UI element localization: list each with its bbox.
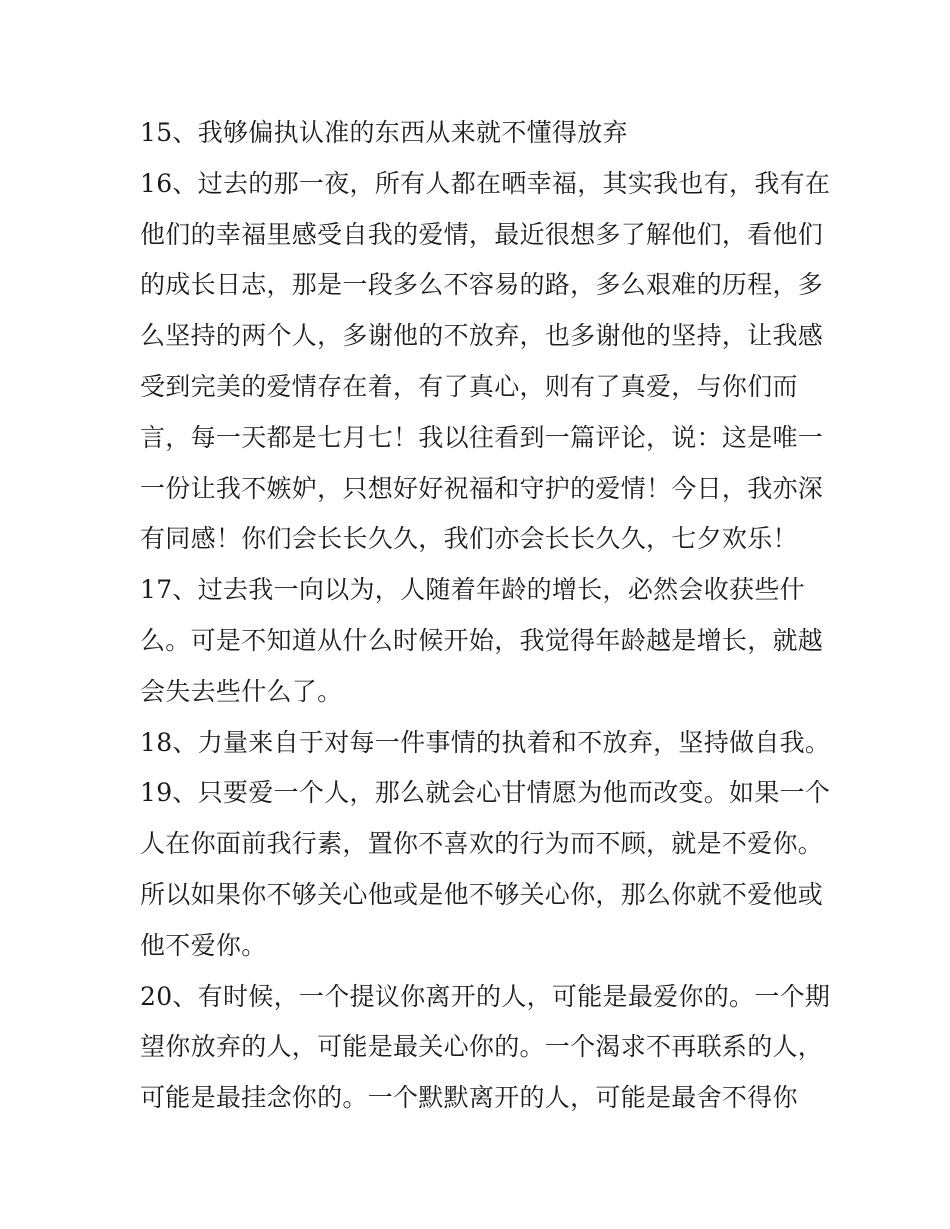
text-line: 一份让我不嫉妒，只想好好祝福和守护的爱情！今日，我亦深 xyxy=(140,473,824,503)
text-line: 17、过去我一向以为，人随着年龄的增长，必然会收获些什 xyxy=(140,575,805,605)
text-line: 么。可是不知道从什么时候开始，我觉得年龄越是增长，就越 xyxy=(140,625,824,655)
text-line: 可能是最挂念你的。一个默默离开的人，可能是最舍不得你 xyxy=(140,1083,798,1113)
text-line: 20、有时候，一个提议你离开的人，可能是最爱你的。一个期 xyxy=(140,981,831,1011)
text-line: 么坚持的两个人，多谢他的不放弃，也多谢他的坚持，让我感 xyxy=(140,321,824,351)
text-line: 他不爱你。 xyxy=(140,930,267,960)
text-line: 的成长日志，那是一段多么不容易的路，多么艰难的历程，多 xyxy=(140,270,824,300)
text-line: 望你放弃的人，可能是最关心你的。一个渴求不再联系的人， xyxy=(140,1032,824,1062)
text-line: 受到完美的爱情存在着，有了真心，则有了真爱，与你们而 xyxy=(140,371,798,401)
text-line: 有同感！你们会长长久久，我们亦会长长久久，七夕欢乐！ xyxy=(140,524,798,554)
text-line: 所以如果你不够关心他或是他不够关心你，那么你就不爱他或 xyxy=(140,879,824,909)
text-line: 会失去些什么了。 xyxy=(140,676,343,706)
text-line: 他们的幸福里感受自我的爱情，最近很想多了解他们，看他们 xyxy=(140,219,824,249)
text-line: 15、我够偏执认准的东西从来就不懂得放弃 xyxy=(140,118,628,147)
text-line: 19、只要爱一个人，那么就会心甘情愿为他而改变。如果一个 xyxy=(140,778,831,808)
document-body xyxy=(140,108,831,1124)
text-line: 18、力量来自于对每一件事情的执着和不放弃，坚持做自我。 xyxy=(140,727,831,757)
text-line: 人在你面前我行素，置你不喜欢的行为而不顾，就是不爱你。 xyxy=(140,829,824,859)
text-line: 16、过去的那一夜，所有人都在晒幸福，其实我也有，我有在 xyxy=(140,168,831,198)
text-line: 言，每一天都是七月七！我以往看到一篇评论，说：这是唯一 xyxy=(140,422,824,452)
